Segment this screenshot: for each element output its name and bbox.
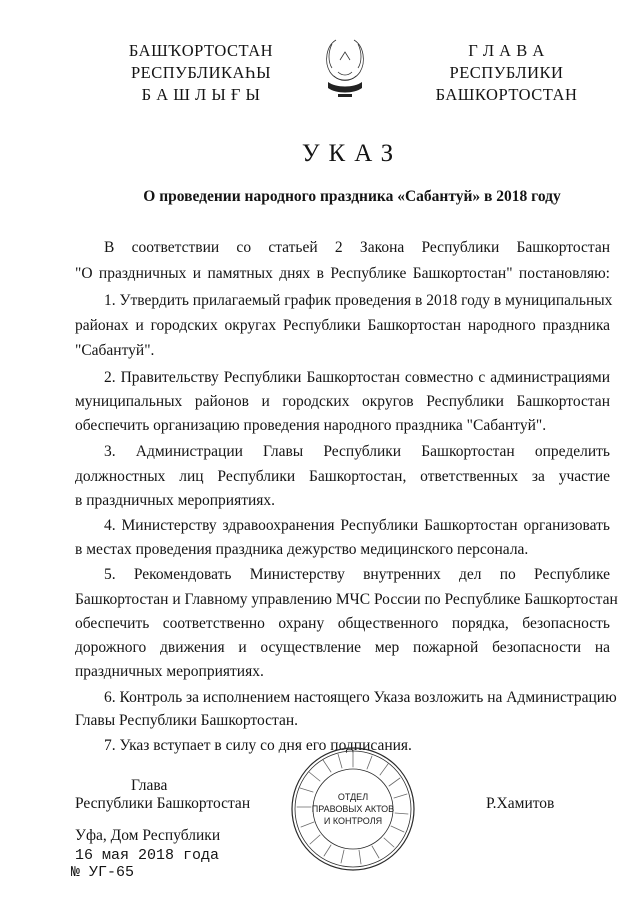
body-line: В соответствии со статьей 2 Закона Республики Башкортостан (104, 239, 610, 256)
body-line: в праздничных мероприятиях. (75, 492, 276, 509)
issue-date: 16 мая 2018 года (75, 847, 220, 864)
body-line: дорожного движения и осуществление мер пожарной безопасности на (75, 639, 610, 656)
header-left-line: РЕСПУБЛИКАҺЫ (130, 63, 272, 82)
issue-place: Уфа, Дом Республики (75, 827, 221, 844)
body-line: 3. Администрации Главы Республики Башкортостан определить (104, 443, 610, 460)
body-line: в местах проведения праздника дежурство медицинского персонала. (75, 541, 529, 558)
body-line: 5. Рекомендовать Министерству внутренних дел по Республике (104, 566, 610, 583)
official-stamp (290, 746, 416, 872)
body-line: должностных лиц Республики Башкортостан, ответственных за участие (75, 468, 610, 485)
body-line: праздничных мероприятиях. (75, 663, 264, 680)
header-left-line: Б А Ш Л Ы Ғ Ы (141, 85, 261, 104)
body-line: 4. Министерству здравоохранения Республики Башкортостан организовать (104, 517, 610, 534)
body-line: Башкортостан и Главному управлению МЧС России по Республике Башкортостан (75, 591, 618, 608)
body-line: 7. Указ вступает в силу со дня его подписания. (104, 737, 412, 754)
body-line: обеспечить организацию проведения народного праздника "Сабантуй". (75, 417, 547, 434)
body-line: муниципальных районов и городских округов Республики Башкортостан (75, 393, 610, 410)
republic-emblem-icon (316, 32, 374, 100)
header-right-line: Г Л А В А (468, 41, 545, 60)
signature-position-title: Глава (131, 777, 168, 794)
signatory-name: Р.Хамитов (486, 795, 555, 812)
body-line: "О праздничных и памятных днях в Республике Башкортостан" постановляю: (75, 265, 610, 282)
signature-position-org: Республики Башкортостан (75, 795, 251, 812)
body-line: "Сабантуй". (75, 342, 155, 359)
body-line: обеспечить соответственно охрану общественного порядка, безопасность (75, 615, 610, 632)
header-right-line: БАШКОРТОСТАН (435, 85, 578, 104)
body-line: 6. Контроль за исполнением настоящего Указа возложить на Администрацию (104, 689, 617, 706)
header-left-line: БАШҠОРТОСТАН (128, 41, 274, 60)
body-line: 2. Правительству Республики Башкортостан совместно с администрациями (104, 369, 610, 386)
body-line: районах и городских округах Республики Башкортостан народного праздника (75, 317, 610, 334)
stamp-text: ОТДЕЛ (337, 792, 369, 802)
header-right-line: РЕСПУБЛИКИ (449, 63, 564, 82)
body-line: Главы Республики Башкортостан. (75, 712, 299, 729)
document-subtitle: О проведении народного праздника «Сабантуй» в 2018 году (143, 188, 561, 205)
document-title: УКАЗ (301, 140, 403, 167)
decree-number: № УГ-65 (71, 864, 135, 881)
stamp-text: И КОНТРОЛЯ (323, 816, 383, 826)
header-right-russian (404, 40, 609, 106)
stamp-text: ПРАВОВЫХ АКТОВ (311, 804, 395, 814)
header-left-bashkir (96, 40, 306, 106)
body-line: 1. Утвердить прилагаемый график проведения в 2018 году в муниципальных (104, 292, 613, 309)
